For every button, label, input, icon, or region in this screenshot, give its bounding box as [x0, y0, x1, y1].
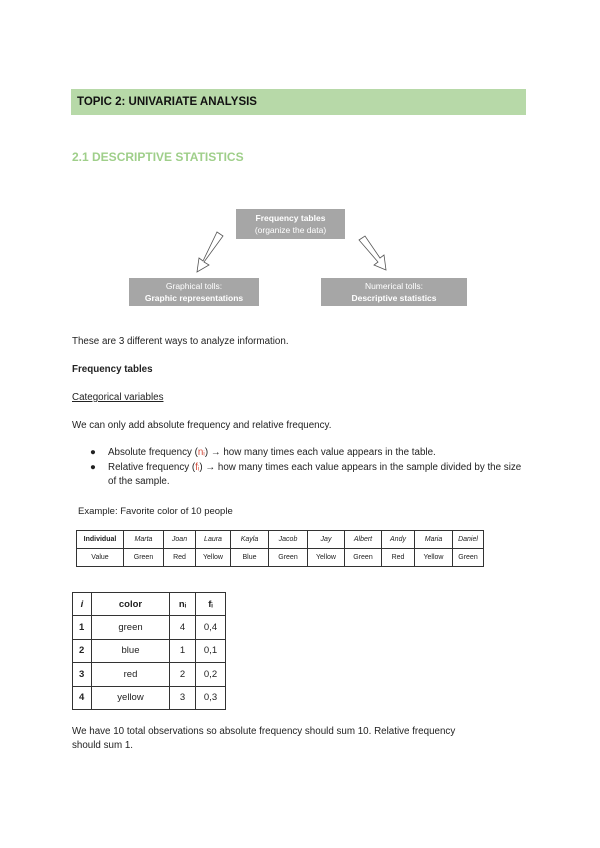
table-cell: 3 — [73, 663, 92, 686]
diagram-arrows — [0, 0, 600, 320]
bullet-icon: ● — [90, 461, 96, 473]
example-title: Example: Favorite color of 10 people — [78, 506, 233, 517]
table-row — [77, 549, 484, 567]
graphical-tools-box — [129, 278, 259, 306]
table-cell: 3 — [170, 686, 196, 709]
header-cell: nᵢ — [170, 593, 196, 616]
table-cell: 2 — [73, 639, 92, 662]
table-cell: Yellow — [308, 549, 345, 567]
table-cell: red — [92, 663, 170, 686]
table-row — [77, 531, 484, 549]
header-cell: i — [73, 593, 92, 616]
box-title: Frequency tables — [255, 213, 326, 223]
table-cell: Green — [269, 549, 308, 567]
table-cell: Laura — [196, 531, 231, 549]
row-label: Individual — [77, 531, 124, 549]
table-cell: Green — [345, 549, 382, 567]
box-subtitle: Graphic representations — [144, 293, 244, 303]
list-item — [90, 461, 530, 490]
numerical-tools-box — [321, 278, 467, 306]
section-heading: 2.1 DESCRIPTIVE STATISTICS — [72, 150, 244, 164]
table-cell: Yellow — [415, 549, 453, 567]
table-row — [73, 663, 226, 686]
table-row — [73, 686, 226, 709]
table-cell: 0,4 — [196, 616, 226, 639]
bullet-text: ) → how many times each value appears in the table. — [204, 447, 436, 458]
table-header-row — [73, 593, 226, 616]
frequency-tables-box — [236, 209, 345, 239]
bullet-text: ) → how many times each value appears in the sample divided by the size of the sample. — [108, 461, 522, 487]
table-cell: Red — [164, 549, 196, 567]
box-title: Numerical tolls: — [364, 281, 424, 291]
row-label: Value — [77, 549, 124, 567]
individuals-table — [76, 530, 484, 567]
bullet-icon: ● — [90, 447, 96, 458]
table-cell: Albert — [345, 531, 382, 549]
table-cell: Jay — [308, 531, 345, 549]
table-cell: Red — [382, 549, 415, 567]
categorical-variables-heading: Categorical variables — [72, 392, 164, 403]
frequency-table — [72, 592, 226, 710]
box-title: Graphical tolls: — [165, 281, 223, 291]
table-cell: 1 — [170, 639, 196, 662]
conclusion-text-line2: should sum 1. — [72, 740, 133, 751]
header-cell: color — [92, 593, 170, 616]
list-item — [90, 446, 530, 461]
table-cell: Blue — [231, 549, 269, 567]
header-cell: fᵢ — [196, 593, 226, 616]
table-cell: Joan — [164, 531, 196, 549]
table-cell: Daniel — [453, 531, 484, 549]
table-row — [73, 639, 226, 662]
table-cell: Marta — [124, 531, 164, 549]
table-cell: 0,2 — [196, 663, 226, 686]
bullet-text: Relative frequency ( — [108, 461, 196, 473]
table-cell: Jacob — [269, 531, 308, 549]
table-cell: 4 — [73, 686, 92, 709]
table-cell: Kayla — [231, 531, 269, 549]
table-cell: 4 — [170, 616, 196, 639]
topic-heading: TOPIC 2: UNIVARIATE ANALYSIS — [71, 89, 526, 115]
table-cell: Maria — [415, 531, 453, 549]
table-cell: Green — [453, 549, 484, 567]
box-subtitle: (organize the data) — [254, 225, 327, 235]
table-cell: 0,1 — [196, 639, 226, 662]
table-cell: 1 — [73, 616, 92, 639]
table-cell: 0,3 — [196, 686, 226, 709]
categorical-text: We can only add absolute frequency and relative frequency. — [72, 420, 332, 431]
table-cell: blue — [92, 639, 170, 662]
intro-text: These are 3 different ways to analyze information. — [72, 336, 289, 347]
conclusion-text-line1: We have 10 total observations so absolute frequency should sum 10. Relative frequency — [72, 726, 456, 737]
table-cell: green — [92, 616, 170, 639]
symbol-fi: fᵢ — [195, 461, 200, 473]
symbol-ni: nᵢ — [197, 447, 205, 458]
frequency-tables-heading: Frequency tables — [72, 364, 153, 375]
table-cell: yellow — [92, 686, 170, 709]
table-row — [73, 616, 226, 639]
arrow-left-icon — [197, 232, 223, 272]
table-cell: Green — [124, 549, 164, 567]
frequency-bullet-list — [90, 446, 530, 490]
bullet-text: Absolute frequency ( — [108, 447, 198, 458]
box-subtitle: Descriptive statistics — [351, 293, 437, 303]
arrow-right-icon — [359, 236, 386, 270]
table-cell: 2 — [170, 663, 196, 686]
table-cell: Yellow — [196, 549, 231, 567]
table-cell: Andy — [382, 531, 415, 549]
